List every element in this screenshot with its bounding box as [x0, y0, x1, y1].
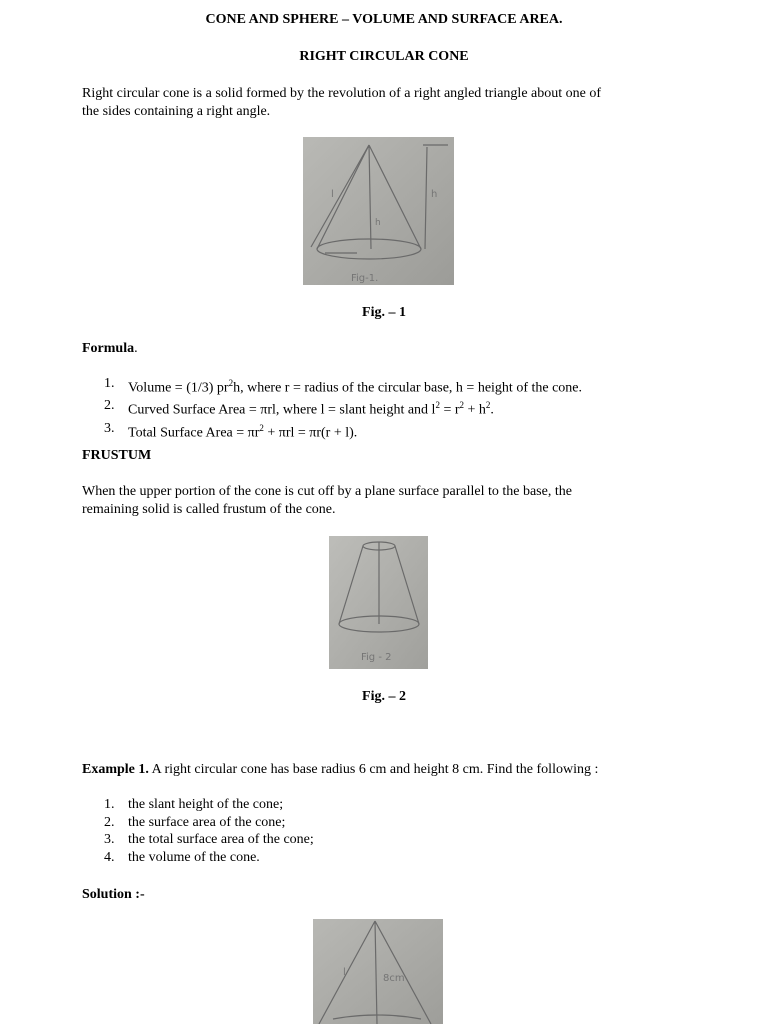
formula-label: Formula	[82, 341, 135, 356]
list-item-text: the slant height of the cone;	[128, 797, 284, 812]
cone-definition-line-1: Right circular cone is a solid formed by the revolution of a right angled triangle about one of	[82, 86, 602, 101]
formula-item-volume	[104, 375, 582, 397]
superscript: 2	[435, 400, 440, 411]
cone-definition-line-2: the sides containing a right angle.	[82, 104, 271, 119]
formula-list	[104, 375, 582, 442]
superscript: 2	[459, 400, 464, 411]
list-number: 2.	[104, 814, 115, 830]
frustum-definition-line-1: When the upper portion of the cone is cut off by a plane surface parallel to the base, the	[82, 484, 572, 499]
list-item	[104, 831, 314, 849]
figure-1-tag: Fig-1.	[351, 273, 379, 284]
list-number: 1.	[104, 797, 115, 812]
section-heading-frustum: FRUSTUM	[82, 448, 152, 463]
formula-text: Curved Surface Area = πrl, where l = slant height and l	[128, 403, 436, 419]
list-number: 2.	[104, 398, 115, 414]
superscript: 2	[259, 422, 264, 433]
list-item	[104, 849, 314, 867]
figure-2-tag: Fig - 2	[361, 652, 392, 663]
list-item	[104, 814, 314, 832]
svg-text:h: h	[375, 218, 381, 228]
list-number: 3.	[104, 832, 115, 848]
frustum-figure-2-photo	[329, 536, 428, 669]
frustum-definition-line-2: remaining solid is called frustum of the cone.	[82, 502, 336, 517]
formula-item-curved-surface-area	[104, 397, 582, 419]
example-label: Example 1.	[82, 762, 149, 777]
formula-text: h, where r = radius of the circular base, h = height of the cone.	[233, 380, 583, 396]
example-text: A right circular cone has base radius 6 cm and height 8 cm. Find the following :	[148, 762, 599, 777]
cone-definition	[82, 85, 682, 121]
figure-2-caption: Fig. – 2	[362, 689, 406, 704]
svg-text:l: l	[343, 967, 346, 978]
list-number: 4.	[104, 850, 115, 866]
formula-heading	[82, 340, 138, 358]
list-item	[104, 796, 314, 814]
document-title: CONE AND SPHERE – VOLUME AND SURFACE AREA.	[205, 12, 563, 27]
list-number: 3.	[104, 420, 115, 436]
superscript: 2	[485, 400, 491, 411]
list-item-text: the surface area of the cone;	[128, 814, 286, 830]
formula-text: + h	[464, 403, 486, 419]
svg-text:l: l	[331, 189, 334, 200]
formula-item-total-surface-area	[104, 420, 582, 442]
cone-figure-1-photo	[303, 137, 454, 285]
list-number: 1.	[104, 376, 115, 391]
superscript: 2	[228, 378, 234, 388]
example-question-list	[104, 796, 314, 867]
formula-text: = r	[439, 403, 460, 419]
list-item-text: the total surface area of the cone;	[128, 832, 314, 848]
formula-text: + πrl = πr(r + l).	[263, 425, 358, 441]
formula-text: Total Surface Area = πr	[128, 425, 260, 441]
formula-text: Volume = (1/3) pr	[128, 380, 229, 396]
formula-text: .	[490, 403, 494, 419]
list-item-text: the volume of the cone.	[128, 850, 260, 866]
section-heading-cone: RIGHT CIRCULAR CONE	[299, 49, 469, 64]
formula-punct: .	[134, 341, 138, 356]
solution-height-label: 8cm	[383, 973, 405, 984]
svg-text:h: h	[431, 189, 438, 200]
solution-cone-photo	[313, 919, 443, 1024]
figure-1-caption: Fig. – 1	[362, 305, 406, 320]
frustum-definition	[82, 483, 682, 519]
example-1-statement	[82, 761, 598, 779]
solution-heading: Solution :-	[82, 887, 145, 902]
